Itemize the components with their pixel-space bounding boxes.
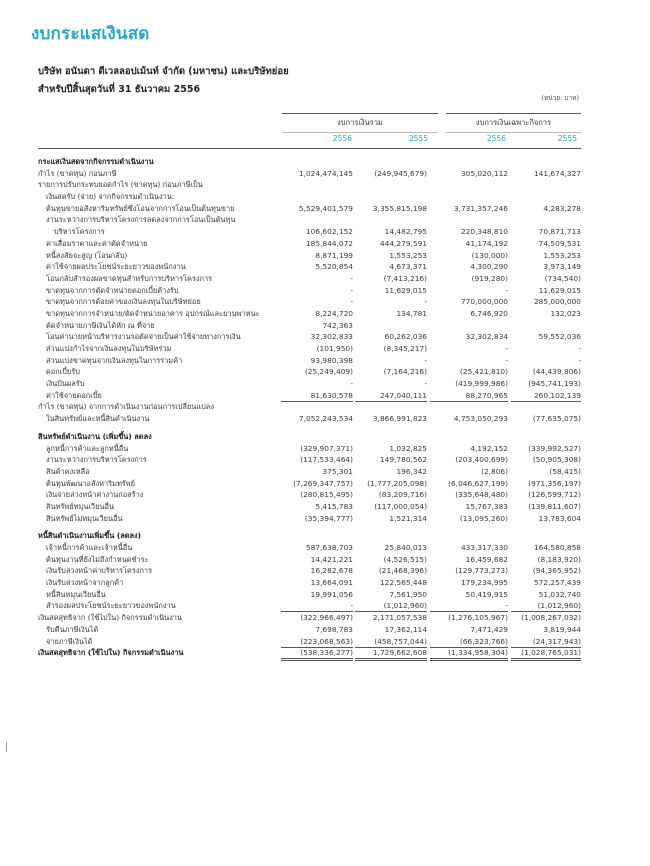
amount-cell: 134,781 bbox=[396, 308, 427, 318]
amount-cell: 185,844,072 bbox=[305, 238, 353, 248]
table-row bbox=[38, 191, 581, 203]
row-label: ต้นทุนงานที่ยังไม่ถึงกำหนดชำระ bbox=[46, 554, 149, 564]
cash-flow-table bbox=[38, 156, 581, 659]
amount-cell: 149,780,562 bbox=[379, 455, 427, 465]
amount-cell: (203,400,699) bbox=[455, 455, 508, 465]
row-label: เงินรับล่วงหน้าค่าบริหารโครงการ bbox=[46, 566, 153, 576]
row-label: ต้นทุนขายอสังหาริมทรัพย์ซึ่งโอนจากการโอนเป็นต้นทุนขาย bbox=[46, 203, 235, 213]
table-row bbox=[38, 565, 581, 577]
row-label: โอนกลับสำรองผลขาดทุนสำหรับการบริหารโครงการ bbox=[46, 273, 213, 283]
row-label: เงินสดสุทธิจาก (ใช้ไปใน) กิจกรรมดำเนินงาน bbox=[38, 613, 182, 623]
amount-cell: 572,257,439 bbox=[533, 578, 581, 588]
amount-cell: (126,599,712) bbox=[528, 490, 581, 500]
section-row bbox=[38, 647, 581, 659]
amount-cell: 1,553,253 bbox=[543, 250, 581, 260]
table-row bbox=[38, 203, 581, 215]
amount-cell: (77,635,075) bbox=[532, 414, 581, 424]
amount-cell: (249,945,679) bbox=[374, 168, 427, 178]
table-row bbox=[38, 489, 581, 501]
row-label: ค่าเสื่อมราคาและค่าตัดจำหน่าย bbox=[46, 238, 148, 248]
amount-cell: (280,815,495) bbox=[300, 490, 353, 500]
amount-cell: (24,317,943) bbox=[532, 636, 581, 646]
amount-cell: 247,040,111 bbox=[379, 390, 427, 400]
year-col-1: 2556 bbox=[332, 134, 352, 143]
amount-cell: 32,302,834 bbox=[465, 332, 508, 342]
amount-cell: 13,664,091 bbox=[310, 578, 353, 588]
row-label: ค่าใช้จ่ายผลประโยชน์ระยะยาวของพนักงาน bbox=[46, 262, 186, 272]
amount-cell: (322,966,497) bbox=[300, 613, 353, 623]
row-label: รายการปรับกระทบยอดกำไร (ขาดทุน) ก่อนภาษีเป็น bbox=[38, 180, 203, 190]
amount-cell: 50,419,915 bbox=[465, 589, 508, 599]
amount-cell: 3,819,944 bbox=[543, 624, 581, 634]
row-label: งานระหว่างการบริหารโครงการลดลงจากการโอนเป็นต้นทุน bbox=[46, 215, 236, 225]
amount-cell: 285,000,000 bbox=[533, 297, 581, 307]
table-row bbox=[38, 577, 581, 589]
row-label: สินทรัพย์หมุนเวียนอื่น bbox=[46, 501, 114, 511]
table-row bbox=[38, 600, 581, 612]
table-row bbox=[38, 226, 581, 238]
amount-cell: 74,509,531 bbox=[538, 238, 581, 248]
amount-cell: (21,468,396) bbox=[378, 566, 427, 576]
section-row bbox=[38, 530, 581, 542]
amount-cell: (66,323,766) bbox=[459, 636, 508, 646]
amount-cell: 5,529,401,579 bbox=[298, 203, 353, 213]
table-row bbox=[38, 501, 581, 513]
amount-cell: 16,282,678 bbox=[310, 566, 353, 576]
year-col-3: 2556 bbox=[486, 134, 506, 143]
table-row bbox=[38, 285, 581, 297]
row-label: ส่วนแบ่งขาดทุนจากเงินลงทุนในการร่วมค้า bbox=[46, 355, 183, 365]
amount-cell: - bbox=[424, 297, 427, 307]
amount-cell: (35,394,777) bbox=[304, 513, 353, 523]
amount-cell: (329,907,371) bbox=[300, 443, 353, 453]
amount-cell: (130,000) bbox=[471, 250, 508, 260]
amount-cell: (971,356,197) bbox=[528, 478, 581, 488]
amount-cell: 25,840,013 bbox=[384, 543, 427, 552]
amount-cell: 4,753,050,293 bbox=[453, 414, 508, 424]
table-row bbox=[38, 401, 581, 413]
amount-cell: 4,300,290 bbox=[470, 262, 508, 272]
table-row bbox=[38, 168, 581, 180]
amount-cell: - bbox=[505, 344, 508, 353]
company-name: บริษัท อนันดา ดีเวลลอปเม้นท์ จำกัด (มหาชน) และบริษัทย่อย bbox=[38, 66, 289, 77]
table-row bbox=[38, 250, 581, 262]
table-row bbox=[38, 378, 581, 390]
row-label: ในสินทรัพย์และหนี้สินดำเนินงาน bbox=[46, 414, 150, 424]
table-row bbox=[38, 554, 581, 566]
amount-cell: 4,192,152 bbox=[470, 443, 508, 453]
header-rule bbox=[38, 148, 581, 149]
amount-cell: 3,973,149 bbox=[543, 262, 581, 272]
amount-cell: 770,000,000 bbox=[460, 297, 508, 307]
amount-cell: (44,439,806) bbox=[532, 367, 581, 377]
amount-cell: - bbox=[350, 601, 353, 611]
table-row bbox=[38, 355, 581, 367]
row-label: ขาดทุนจากการจำหน่าย/ตัดจำหน่ายอาคาร อุปกรณ์และยานพาหนะ bbox=[46, 308, 260, 318]
amount-cell: 70,871,713 bbox=[538, 227, 581, 237]
page-title: งบกระแสเงินสด bbox=[31, 24, 150, 44]
amount-cell: 32,302,833 bbox=[310, 332, 353, 342]
amount-cell: 5,415,783 bbox=[315, 501, 353, 511]
row-label: ลูกหนี้การค้าและลูกหนี้อื่น bbox=[46, 443, 129, 453]
amount-cell: 196,342 bbox=[396, 466, 427, 476]
page-edge-mark bbox=[0, 742, 7, 752]
year-col-4: 2555 bbox=[557, 134, 577, 143]
amount-cell: 444,279,591 bbox=[379, 238, 427, 248]
amount-cell: 220,348,810 bbox=[460, 227, 508, 237]
amount-cell: (4,526,515) bbox=[383, 554, 427, 564]
amount-cell: 433,317,330 bbox=[460, 543, 508, 552]
amount-cell: 2,171,057,538 bbox=[372, 613, 427, 623]
amount-cell: 3,355,815,198 bbox=[372, 203, 427, 213]
row-label: ขาดทุนจากการด้อยค่าของเงินลงทุนในบริษัทย่อย bbox=[46, 297, 201, 307]
row-label: ดอกเบี้ยรับ bbox=[46, 367, 80, 377]
amount-cell: 81,630,578 bbox=[310, 390, 353, 400]
amount-cell: 4,283,278 bbox=[543, 203, 581, 213]
amount-cell: (117,000,054) bbox=[374, 501, 427, 511]
amount-cell: (1,012,960) bbox=[537, 601, 581, 611]
amount-cell: 7,471,429 bbox=[470, 624, 508, 634]
section-row bbox=[38, 156, 581, 168]
amount-cell: (919,280) bbox=[471, 273, 508, 283]
row-label: หนี้สินดำเนินงานเพิ่มขึ้น (ลดลง) bbox=[38, 531, 142, 541]
amount-cell: 4,673,371 bbox=[389, 262, 427, 272]
amount-cell: 122,565,448 bbox=[379, 578, 427, 588]
row-label: รับคืนภาษีเงินได้ bbox=[46, 624, 99, 634]
amount-cell: (8,183,920) bbox=[537, 554, 581, 564]
amount-cell: (1,012,960) bbox=[383, 601, 427, 611]
period-label: สำหรับปีสิ้นสุดวันที่ 31 ธันวาคม 2556 bbox=[38, 84, 201, 95]
amount-cell: (223,068,563) bbox=[300, 636, 353, 646]
amount-cell: - bbox=[505, 355, 508, 365]
amount-cell: (1,028,765,031) bbox=[521, 648, 581, 658]
amount-cell: (419,999,986) bbox=[455, 379, 508, 389]
row-label: สินทรัพย์ดำเนินงาน (เพิ่มขึ้น) ลดลง bbox=[38, 431, 152, 441]
consolidated-header: งบการเงินรวม bbox=[282, 113, 438, 133]
amount-cell: (58,415) bbox=[549, 466, 581, 476]
amount-cell: - bbox=[505, 601, 508, 611]
row-label: ตัดจำหน่ายภาษีเงินได้หัก ณ ที่จ่าย bbox=[46, 320, 155, 330]
table-row bbox=[38, 261, 581, 273]
amount-cell: 15,767,383 bbox=[465, 501, 508, 511]
amount-cell: 8,871,199 bbox=[315, 250, 353, 260]
amount-cell: (7,164,216) bbox=[383, 367, 427, 377]
table-row bbox=[38, 214, 581, 226]
amount-cell: 3,866,991,823 bbox=[372, 414, 427, 424]
amount-cell: (139,811,607) bbox=[528, 501, 581, 511]
amount-cell: 179,234,995 bbox=[460, 578, 508, 588]
row-label: เงินปันผลรับ bbox=[46, 379, 85, 389]
amount-cell: 14,421,221 bbox=[310, 554, 353, 564]
amount-cell: 1,553,253 bbox=[389, 250, 427, 260]
amount-cell: (1,008,267,032) bbox=[521, 613, 581, 623]
amount-cell: (339,992,527) bbox=[528, 443, 581, 453]
amount-cell: (1,334,958,304) bbox=[448, 648, 508, 658]
amount-cell: - bbox=[350, 297, 353, 307]
amount-cell: 13,783,604 bbox=[538, 513, 581, 523]
amount-cell: (129,773,273) bbox=[455, 566, 508, 576]
amount-cell: (94,365,952) bbox=[532, 566, 581, 576]
unit-label: (หน่วย: บาท) bbox=[541, 94, 579, 102]
row-label: เงินสดรับ (จ่าย) จากกิจกรรมดำเนินงาน: bbox=[46, 192, 175, 202]
amount-cell: (538,336,277) bbox=[300, 648, 353, 658]
amount-cell: 93,980,398 bbox=[310, 355, 353, 365]
year-col-2: 2555 bbox=[408, 134, 428, 143]
row-label: หนี้สินหมุนเวียนอื่น bbox=[46, 589, 106, 599]
amount-cell: (8,345,217) bbox=[383, 344, 427, 353]
amount-cell: 16,459,682 bbox=[465, 554, 508, 564]
row-label: บริหารโครงการ bbox=[54, 227, 105, 237]
amount-cell: 41,174,192 bbox=[465, 238, 508, 248]
amount-cell: - bbox=[350, 379, 353, 389]
table-row bbox=[38, 366, 581, 378]
amount-cell: (335,648,480) bbox=[455, 490, 508, 500]
row-label: สำรองผลประโยชน์ระยะยาวของพนักงาน bbox=[46, 601, 176, 611]
separate-header: งบการเงินเฉพาะกิจการ bbox=[446, 113, 581, 133]
row-label: เงินรับล่วงหน้าจากลูกค้า bbox=[46, 578, 124, 588]
amount-cell: (50,905,308) bbox=[532, 455, 581, 465]
amount-cell: 5,520,854 bbox=[315, 262, 353, 272]
amount-cell: 132,023 bbox=[550, 308, 581, 318]
amount-cell: 164,580,858 bbox=[533, 543, 581, 552]
table-row bbox=[38, 238, 581, 250]
row-label: จ่ายภาษีเงินได้ bbox=[46, 636, 93, 646]
table-row bbox=[38, 542, 581, 554]
amount-cell: 3,731,357,246 bbox=[453, 203, 508, 213]
row-label: กำไร (ขาดทุน) จากการดำเนินงานก่อนการเปลี่ยนแปลง bbox=[38, 402, 214, 412]
row-label: สินค้าคงเหลือ bbox=[46, 466, 90, 476]
amount-cell: - bbox=[350, 273, 353, 283]
table-row bbox=[38, 454, 581, 466]
amount-cell: - bbox=[505, 285, 508, 295]
amount-cell: - bbox=[350, 285, 353, 295]
section-row bbox=[38, 431, 581, 443]
amount-cell: 17,362,114 bbox=[384, 624, 427, 634]
amount-cell: - bbox=[578, 355, 581, 365]
amount-cell: 19,991,056 bbox=[310, 589, 353, 599]
amount-cell: 141,674,327 bbox=[533, 168, 581, 178]
amount-cell: 6,746,920 bbox=[470, 308, 508, 318]
table-row bbox=[38, 308, 581, 320]
amount-cell: 59,552,036 bbox=[538, 332, 581, 342]
table-row bbox=[38, 273, 581, 285]
table-row bbox=[38, 612, 581, 624]
table-row bbox=[38, 636, 581, 648]
row-label: หนี้สงสัยจะสูญ (โอนกลับ) bbox=[46, 250, 128, 260]
row-label: เจ้าหนี้การค้าและเจ้าหนี้อื่น bbox=[46, 543, 133, 552]
amount-cell: (1,777,205,098) bbox=[367, 478, 427, 488]
amount-cell: (734,540) bbox=[544, 273, 581, 283]
table-row bbox=[38, 513, 581, 525]
amount-cell: 1,521,314 bbox=[389, 513, 427, 523]
table-row bbox=[38, 466, 581, 478]
amount-cell: (2,806) bbox=[481, 466, 508, 476]
table-row bbox=[38, 296, 581, 308]
amount-cell: 260,102,139 bbox=[533, 390, 581, 400]
amount-cell: 11,629,015 bbox=[384, 285, 427, 295]
row-label: เงินสดสุทธิจาก (ใช้ไปใน) กิจกรรมดำเนินงาน bbox=[38, 648, 184, 658]
table-row bbox=[38, 320, 581, 332]
amount-cell: 51,032,740 bbox=[538, 589, 581, 599]
table-row bbox=[38, 413, 581, 425]
amount-cell: - bbox=[424, 355, 427, 365]
amount-cell: (25,249,409) bbox=[304, 367, 353, 377]
table-row bbox=[38, 624, 581, 636]
amount-cell: (13,095,260) bbox=[459, 513, 508, 523]
amount-cell: (101,950) bbox=[316, 344, 353, 353]
amount-cell: 7,561,950 bbox=[389, 589, 427, 599]
amount-cell: (7,269,347,757) bbox=[293, 478, 353, 488]
row-label: ต้นทุนพัฒนาอสังหาริมทรัพย์ bbox=[46, 478, 135, 488]
amount-cell: (1,276,105,967) bbox=[448, 613, 508, 623]
amount-cell: - bbox=[424, 379, 427, 389]
table-row bbox=[38, 589, 581, 601]
row-label: เงินจ่ายล่วงหน้าค่างานก่อสร้าง bbox=[46, 490, 144, 500]
amount-cell: 88,270,965 bbox=[465, 390, 508, 400]
amount-cell: (25,421,810) bbox=[459, 367, 508, 377]
row-label: กำไร (ขาดทุน) ก่อนภาษี bbox=[38, 168, 117, 178]
amount-cell: 8,224,720 bbox=[315, 308, 353, 318]
table-row bbox=[38, 179, 581, 191]
table-row bbox=[38, 478, 581, 490]
table-row bbox=[38, 331, 581, 343]
amount-cell: 1,729,662,608 bbox=[372, 648, 427, 658]
amount-cell: (83,209,716) bbox=[378, 490, 427, 500]
amount-cell: 14,482,795 bbox=[384, 227, 427, 237]
amount-cell: (458,757,044) bbox=[374, 636, 427, 646]
amount-cell: 7,052,243,534 bbox=[298, 414, 353, 424]
amount-cell: 11,629,015 bbox=[538, 285, 581, 295]
table-row bbox=[38, 443, 581, 455]
row-label: ขาดทุนจากการตัดจำหน่ายดอกเบี้ยค้างรับ bbox=[46, 285, 179, 295]
amount-cell: (945,741,193) bbox=[528, 379, 581, 389]
row-label: กระแสเงินสดจากกิจกรรมดำเนินงาน bbox=[38, 157, 154, 166]
row-label: งานระหว่างการบริหารโครงการ bbox=[46, 455, 147, 465]
amount-cell: 7,698,783 bbox=[315, 624, 353, 634]
amount-cell: 106,602,152 bbox=[305, 227, 353, 237]
amount-cell: 1,032,825 bbox=[389, 443, 427, 453]
row-label: ค่าใช้จ่ายดอกเบี้ย bbox=[46, 390, 102, 400]
row-label: โอนค่านายหน้าบริหารงานรอตัดจ่ายเป็นค่าใช้จ่ายทางการเงิน bbox=[46, 332, 241, 342]
table-row bbox=[38, 390, 581, 402]
amount-cell: 375,301 bbox=[322, 466, 353, 476]
amount-cell: 1,024,474,145 bbox=[298, 168, 353, 178]
amount-cell: 742,363 bbox=[322, 320, 353, 330]
amount-cell: (117,533,464) bbox=[300, 455, 353, 465]
amount-cell: 60,262,036 bbox=[384, 332, 427, 342]
amount-cell: 305,020,112 bbox=[460, 168, 508, 178]
amount-cell: (6,046,627,199) bbox=[448, 478, 508, 488]
amount-cell: (7,413,216) bbox=[383, 273, 427, 283]
amount-cell: - bbox=[578, 344, 581, 353]
row-label: สินทรัพย์ไม่หมุนเวียนอื่น bbox=[46, 513, 123, 523]
table-row bbox=[38, 343, 581, 355]
amount-cell: 587,638,703 bbox=[305, 543, 353, 552]
row-label: ส่วนแบ่งกำไรจากเงินลงทุนในบริษัทร่วม bbox=[46, 344, 172, 353]
